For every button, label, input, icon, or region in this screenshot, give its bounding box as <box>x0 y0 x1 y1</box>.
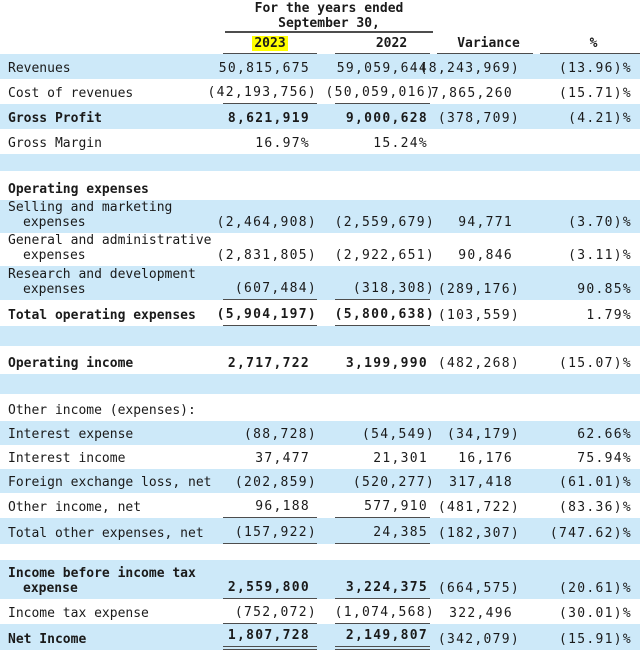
cell-2022: 24,385 <box>317 518 430 544</box>
table-row-other-income-net <box>0 493 640 518</box>
cell-variance: (481,722) <box>437 500 520 515</box>
column-header-spacer <box>0 33 223 54</box>
cell-2023: 16.97% <box>255 136 310 151</box>
cell-2022: (2,922,651) <box>334 248 435 263</box>
table-title <box>225 0 433 33</box>
cell-2023: 1,807,728 <box>223 624 317 650</box>
cell-2023: 37,477 <box>255 451 310 466</box>
table-row-income-tax-expense <box>0 599 640 624</box>
cell-2023: (202,859) <box>234 475 317 490</box>
column-header-variance: Variance <box>437 33 533 54</box>
cell-2023: 2,559,800 <box>223 560 317 599</box>
cell-2023: (42,193,756) <box>223 79 317 104</box>
row-label: Cost of revenues <box>8 86 134 101</box>
cell-2023: (88,728) <box>243 427 317 442</box>
spacer-row <box>0 154 640 171</box>
cell-variance: (378,709) <box>437 111 520 126</box>
table-row-interest-expense <box>0 421 640 445</box>
row-label: General and administrative expenses <box>8 233 212 263</box>
cell-2023: (2,464,908) <box>216 215 317 230</box>
spacer-row <box>0 544 640 560</box>
cell-percent: (3.11)% <box>568 248 632 263</box>
row-label: Operating income <box>8 356 134 371</box>
table-row-operating-income <box>0 346 640 374</box>
cell-variance: (482,268) <box>437 356 520 371</box>
cell-variance: (8,243,969) <box>419 61 520 76</box>
table-row-cost-of-revenues <box>0 79 640 104</box>
cell-2023: 96,188 <box>223 493 317 518</box>
cell-variance: (34,179) <box>446 427 520 442</box>
cell-variance: (342,079) <box>437 632 520 647</box>
section-header-other-income <box>0 394 640 421</box>
cell-variance: (289,176) <box>437 282 520 297</box>
cell-percent: (83.36)% <box>558 500 632 515</box>
cell-percent: (30.01)% <box>558 606 632 621</box>
column-header-2022: 2022 <box>335 33 430 54</box>
cell-2023: 2,717,722 <box>227 356 310 371</box>
column-header-2023 <box>223 33 317 54</box>
table-title-line1: For the years ended <box>254 1 404 16</box>
row-label: Other income (expenses): <box>8 403 196 418</box>
row-label: Interest expense <box>8 427 134 442</box>
cell-percent: 90.85% <box>577 282 632 297</box>
row-label: Interest income <box>8 451 126 466</box>
cell-2022: (2,559,679) <box>334 215 435 230</box>
cell-2022: (1,074,568) <box>317 599 430 624</box>
column-header-percent: % <box>540 33 640 54</box>
row-label: Income tax expense <box>8 606 149 621</box>
cell-2023: 8,621,919 <box>227 111 310 126</box>
cell-percent: (4.21)% <box>568 111 632 126</box>
cell-percent: (3.70)% <box>568 215 632 230</box>
cell-percent: (747.62)% <box>549 526 632 541</box>
table-row-gross-profit <box>0 104 640 129</box>
year-2023-highlight: 2023 <box>254 36 286 51</box>
row-label: Revenues <box>8 61 71 76</box>
cell-2022: 3,199,990 <box>345 356 428 371</box>
cell-percent: (15.91)% <box>558 632 632 647</box>
cell-percent: (20.61)% <box>558 581 632 596</box>
section-header-operating-expenses <box>0 180 640 200</box>
cell-variance: (664,575) <box>437 581 520 596</box>
cell-2022: (520,277) <box>352 475 435 490</box>
row-label: Gross Margin <box>8 136 102 151</box>
cell-variance: 322,496 <box>449 606 513 621</box>
cell-percent: 62.66% <box>577 427 632 442</box>
cell-2022: 59,059,644 <box>336 61 428 76</box>
cell-2023: (5,904,197) <box>223 300 317 326</box>
cell-2022: 577,910 <box>317 493 430 518</box>
row-label: Net Income <box>8 632 87 647</box>
cell-variance: (103,559) <box>437 308 520 323</box>
cell-variance: 94,771 <box>458 215 513 230</box>
cell-variance: 16,176 <box>458 451 513 466</box>
row-label: Selling and marketing expenses <box>8 200 173 230</box>
cell-2022: (50,059,016) <box>317 79 430 104</box>
spacer-row <box>0 374 640 394</box>
table-title-line2: September 30, <box>278 16 380 31</box>
row-label: Gross Profit <box>8 111 102 126</box>
cell-variance: 7,865,260 <box>430 86 513 101</box>
row-label: Income before income tax expense <box>8 566 196 596</box>
table-row-selling-marketing <box>0 200 640 233</box>
cell-percent <box>533 129 640 154</box>
row-label: Research and development expenses <box>8 267 196 297</box>
cell-percent: (13.96)% <box>558 61 632 76</box>
table-row-interest-income <box>0 445 640 469</box>
table-row-foreign-exchange-loss <box>0 469 640 493</box>
cell-2022: 3,224,375 <box>317 560 430 599</box>
row-label: Other income, net <box>8 500 142 515</box>
cell-2022: 15.24% <box>373 136 428 151</box>
table-row-income-before-tax <box>0 560 640 599</box>
spacer-row <box>0 171 640 180</box>
cell-variance: (182,307) <box>437 526 520 541</box>
table-row-general-administrative <box>0 233 640 266</box>
cell-2022: (5,800,638) <box>317 300 430 326</box>
row-label: Total other expenses, net <box>8 526 204 541</box>
spacer-row <box>0 326 640 346</box>
row-label: Total operating expenses <box>8 308 196 323</box>
cell-2022: 9,000,628 <box>345 111 428 126</box>
column-header-row <box>0 33 640 54</box>
cell-percent: 75.94% <box>577 451 632 466</box>
cell-2023: (607,484) <box>223 266 317 300</box>
table-row-research-development <box>0 266 640 300</box>
cell-2023: (2,831,805) <box>216 248 317 263</box>
cell-percent: (15.07)% <box>558 356 632 371</box>
table-row-gross-margin <box>0 129 640 154</box>
cell-percent: (61.01)% <box>558 475 632 490</box>
cell-2022: (318,308) <box>317 266 430 300</box>
cell-variance: 317,418 <box>449 475 513 490</box>
row-label: Operating expenses <box>8 182 149 197</box>
row-label: Foreign exchange loss, net <box>8 475 212 490</box>
cell-2022: (54,549) <box>361 427 435 442</box>
cell-2023: (157,922) <box>223 518 317 544</box>
table-row-net-income <box>0 624 640 650</box>
cell-variance <box>430 129 533 154</box>
cell-variance: 90,846 <box>458 248 513 263</box>
table-row-total-other-expenses <box>0 518 640 544</box>
cell-percent: 1.79% <box>586 308 632 323</box>
cell-2022: 2,149,807 <box>317 624 430 650</box>
cell-2023: (752,072) <box>223 599 317 624</box>
cell-2022: 21,301 <box>373 451 428 466</box>
cell-2023: 50,815,675 <box>218 61 310 76</box>
table-row-total-operating-expenses <box>0 300 640 326</box>
table-row-revenues <box>0 54 640 79</box>
cell-percent: (15.71)% <box>558 86 632 101</box>
